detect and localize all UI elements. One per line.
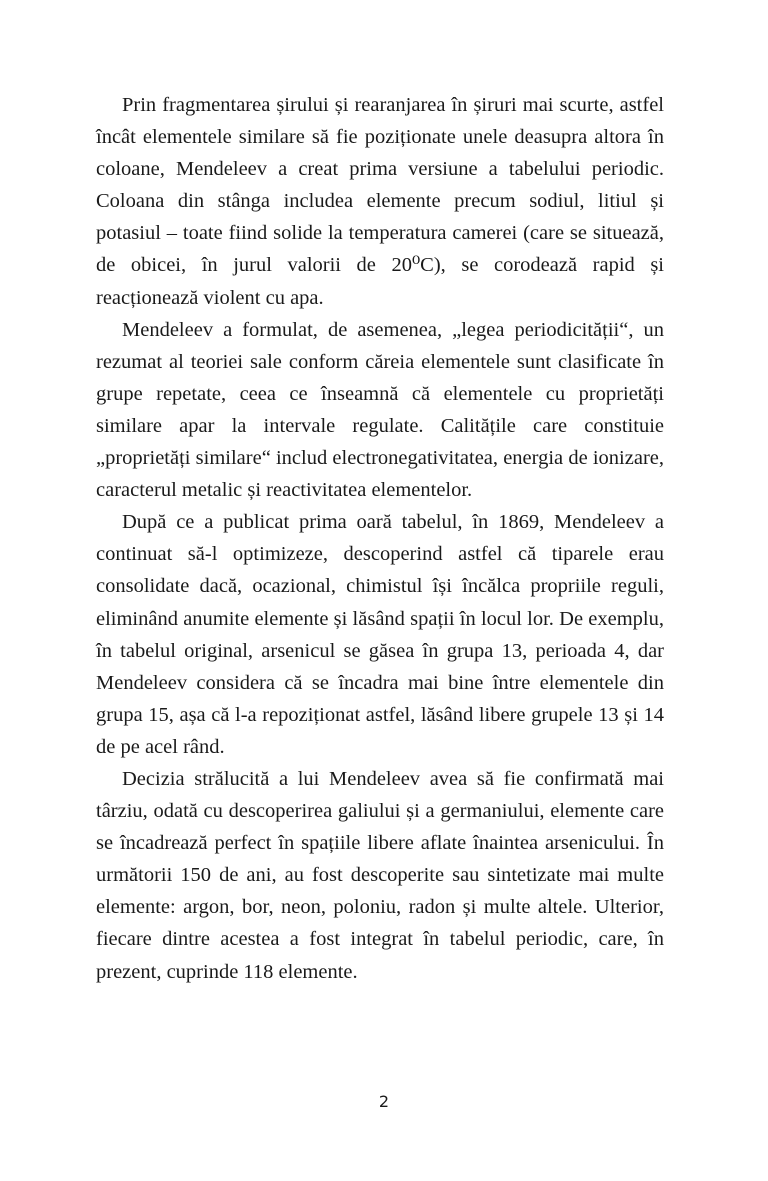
paragraph-fragmentation: Prin fragmentarea șirului și rearanjarea în șiruri mai scurte, astfel încât elementele similare să fie poziționate unele deasupra altora în coloane, Mendeleev a creat prima versiune a tabelului periodic. Coloana din stânga includea elemente precum sodiul, litiul și potasiul – toate fiind solide la temperatura camerei (care se situează, de obicei, în jurul valorii de 20⁰C), se corodează rapid și reacționează violent cu apa. [96,94,664,309]
paragraph-optimization: După ce a publicat prima oară tabelul, în 1869, Mendeleev a continuat să-l optimizeze, descoperind astfel că tiparele erau consolidate dacă, ocazional, chimistul își încălca propriile reguli, eliminând anumite elemente și lăsând spații în locul lor. De exemplu, în tabelul original, arsenicul se găsea în grupa 13, perioada 4, dar Mendeleev considera că se încadra mai bine între elementele din grupa 15, așa că l-a repoziționat astfel, lăsând libere grupele 13 și 14 de pe acel rând. [96,511,664,758]
paragraph-periodic-law: Mendeleev a formulat, de asemenea, „legea periodicității“, un rezumat al teoriei sale conform căreia elementele sunt clasificate în grupe repetate, ceea ce înseamnă că elementele cu proprietăți similare apar la intervale regulate. Calitățile care constituie „proprietăți similare“ includ electronegativitatea, energia de ionizare, caracterul metalic și reactivitatea elementelor. [96,318,664,502]
paragraph-confirmation: Decizia strălucită a lui Mendeleev avea să fie confirmată mai târziu, odată cu descoperirea galiului și a germaniului, elemente care se încadrează perfect în spațiile libere aflate înaintea arsenicului. În următorii 150 de ani, au fost descoperite sau sintetizate mai multe elemente: argon, bor, neon, poloniu, radon și multe altele. Ulterior, fiecare dintre acestea a fost integrat în tabelul periodic, care, în prezent, cuprinde 118 elemente. [96,767,664,983]
body-text [96,89,664,988]
page-number: 2 [378,1092,390,1111]
